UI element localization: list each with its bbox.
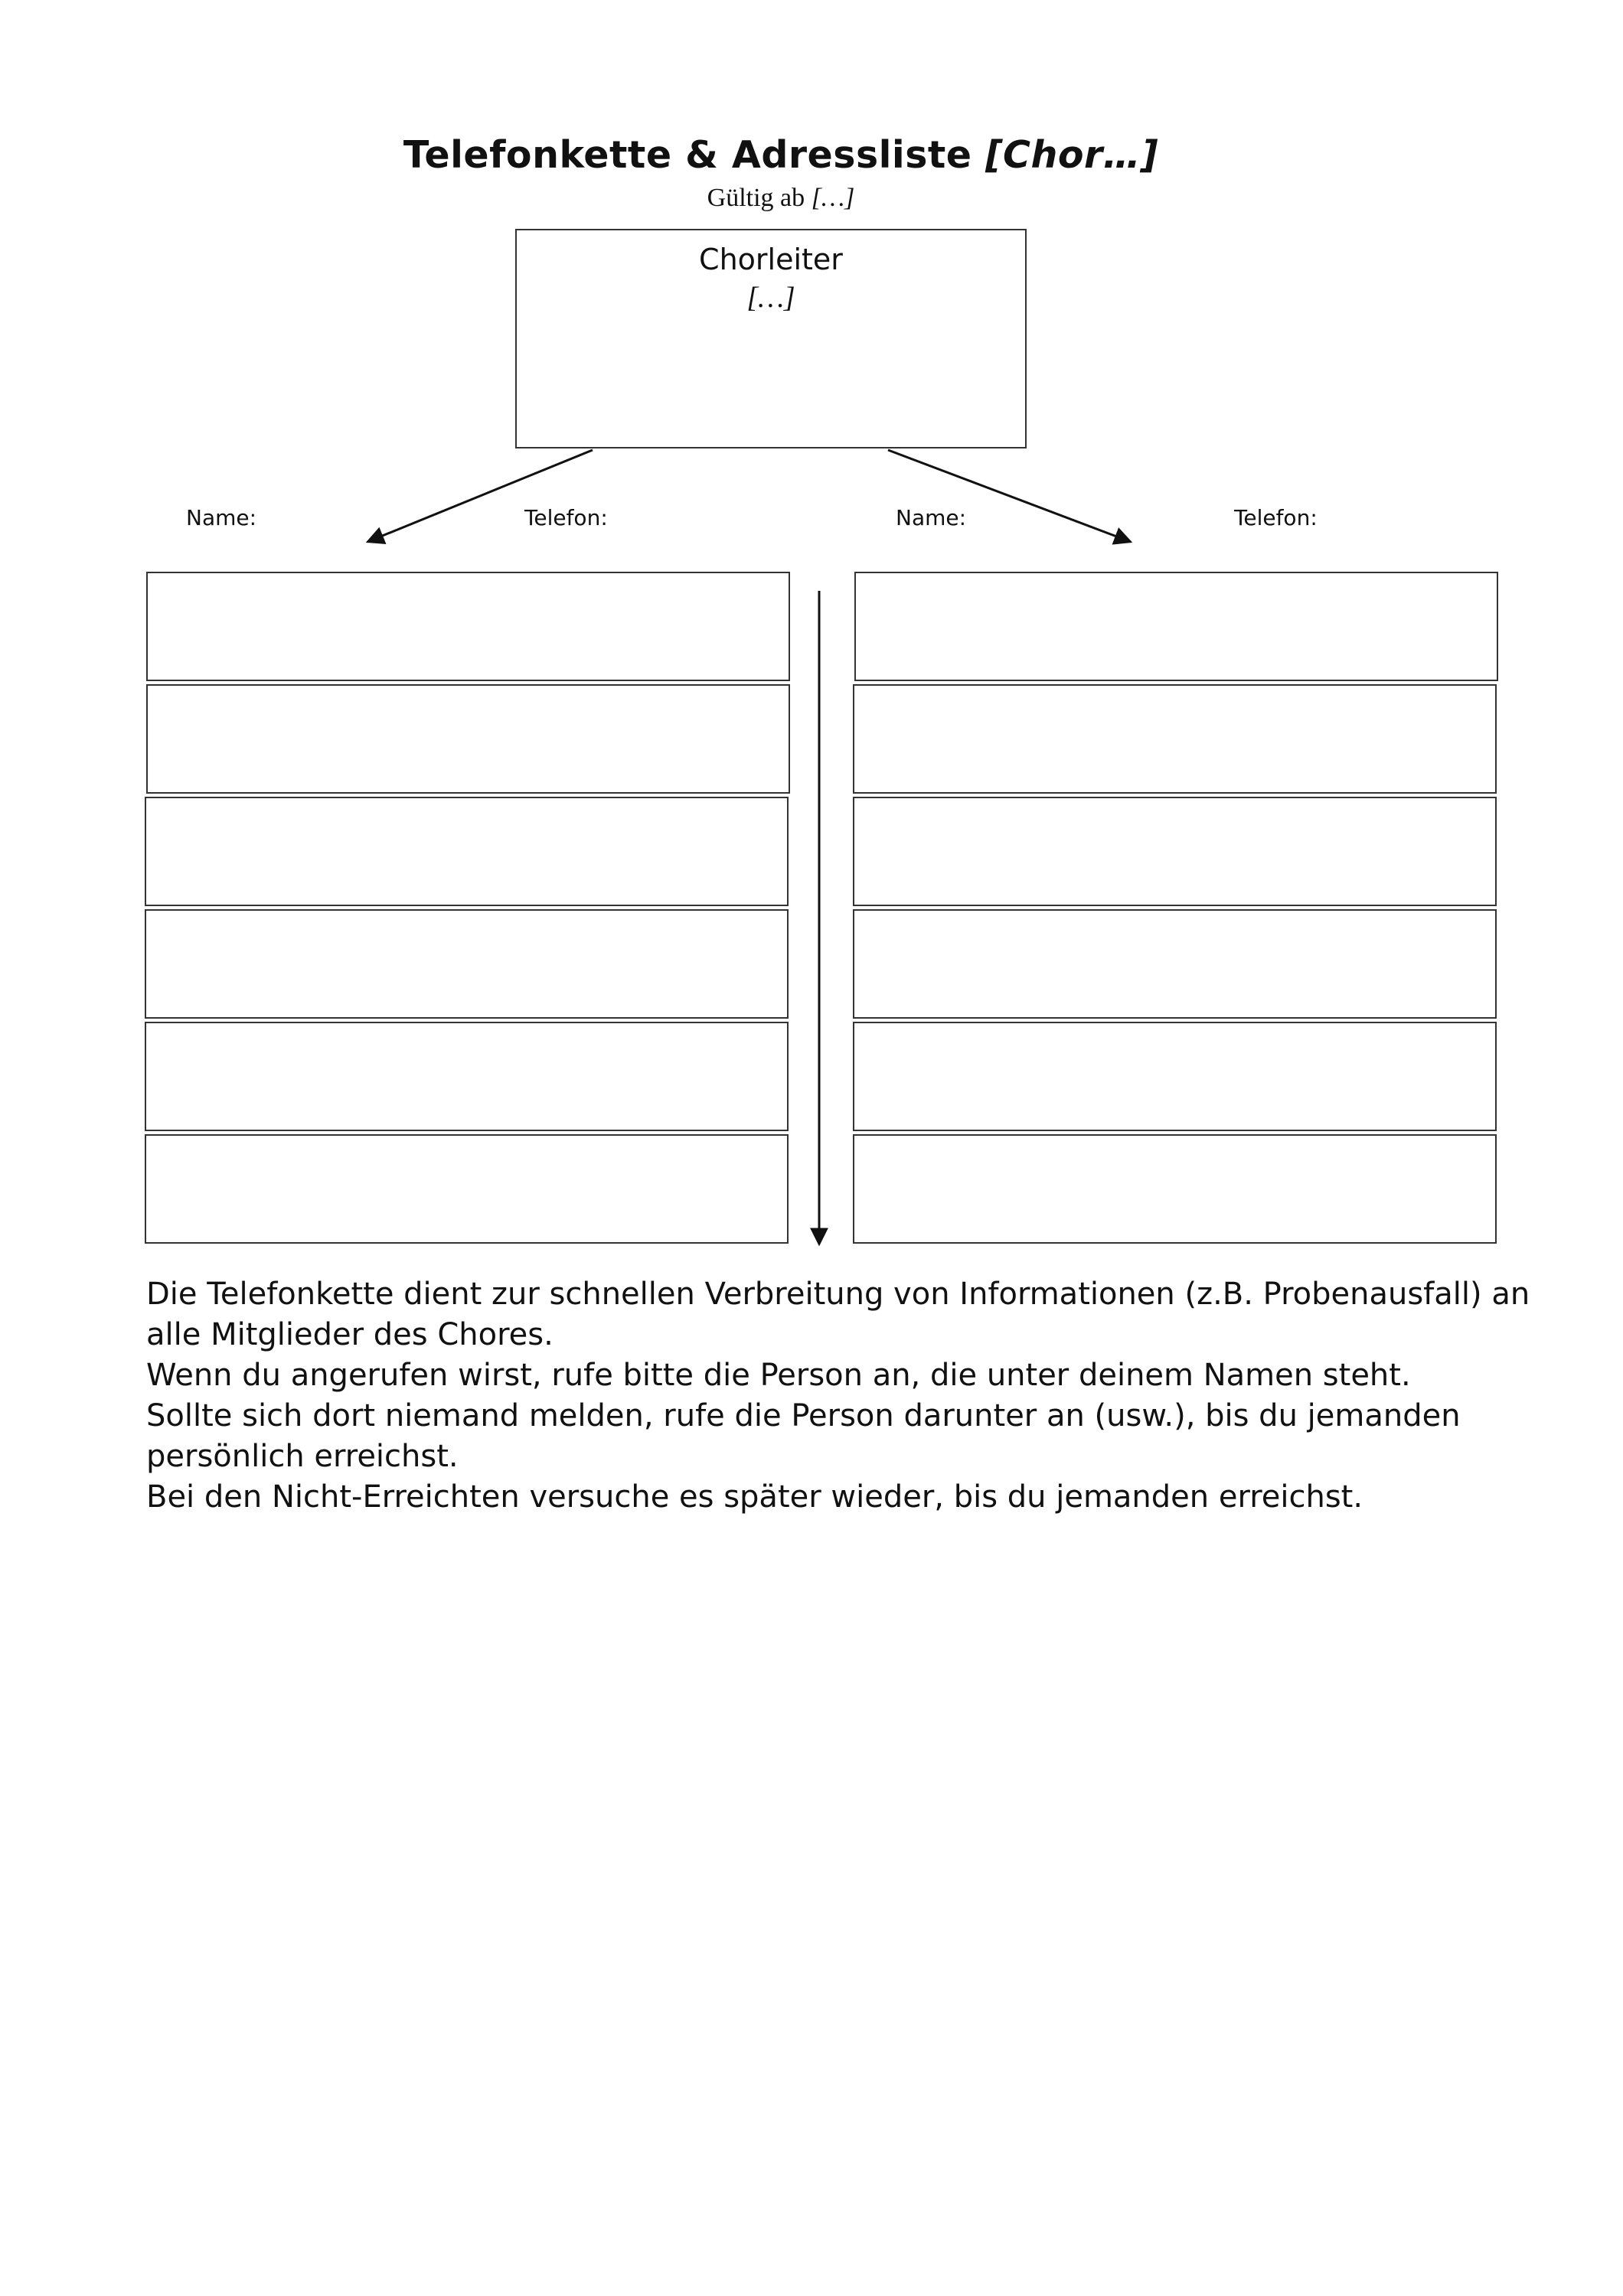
left-entry-6[interactable] [145, 1134, 789, 1244]
left-entry-5[interactable] [145, 1022, 789, 1131]
title-main: Telefonkette & Adressliste [403, 133, 986, 177]
left-entry-3[interactable] [145, 797, 789, 906]
choir-name-placeholder: [Chor…] [985, 133, 1159, 177]
right-entry-4[interactable] [853, 909, 1497, 1019]
instruction-line: Bei den Nicht-Erreichten versuche es später wieder, bis du jemanden erreichst. [146, 1479, 1363, 1515]
right-entry-6[interactable] [853, 1134, 1497, 1244]
right-entry-2[interactable] [853, 684, 1497, 794]
right-phone-label: Telefon: [1234, 505, 1318, 530]
right-name-label: Name: [896, 505, 967, 530]
valid-from-label: Gültig ab [707, 184, 812, 212]
instruction-line: Sollte sich dort niemand melden, rufe die Person darunter an (usw.), bis du jemanden persönlich erreichst. [146, 1398, 1461, 1474]
left-entry-4[interactable] [145, 909, 789, 1019]
choir-leader-name: […] [746, 282, 795, 314]
left-entry-2[interactable] [146, 684, 790, 794]
right-entry-3[interactable] [853, 797, 1497, 906]
instructions-text [146, 1274, 1563, 1518]
valid-from-date: […] [811, 184, 855, 212]
instruction-line: Wenn du angerufen wirst, rufe bitte die Person an, die unter deinem Namen steht. [146, 1358, 1411, 1393]
choir-leader-title: Chorleiter [699, 243, 843, 276]
left-name-label: Name: [186, 505, 257, 530]
instruction-line: Die Telefonkette dient zur schnellen Verbreitung von Informationen (z.B. Probenausfall) an alle Mitglieder des Chores. [146, 1277, 1530, 1352]
right-entry-1[interactable] [854, 572, 1498, 681]
right-entry-5[interactable] [853, 1022, 1497, 1131]
left-entry-1[interactable] [146, 572, 790, 681]
left-phone-label: Telefon: [524, 505, 608, 530]
